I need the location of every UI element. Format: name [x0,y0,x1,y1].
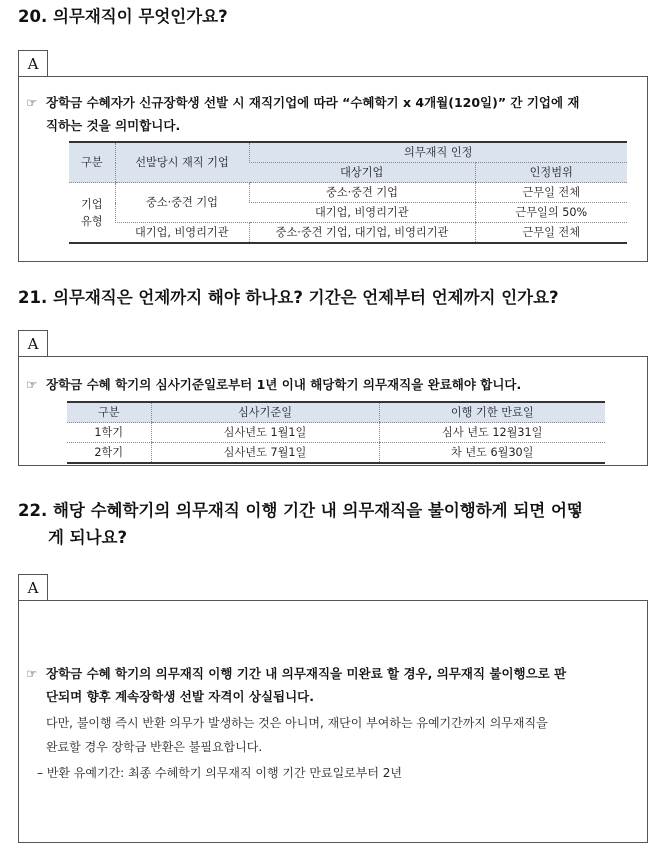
table-row: 1학기 심사년도 1월1일 심사 년도 12월31일 [67,423,605,443]
cell-r3-range: 근무일 전체 [475,223,627,244]
answer-21-text: ☞ 장학금 수혜 학기의 심사기준일로부터 1년 이내 해당학기 의무재직을 완료해야 합니다. [26,373,641,396]
cell-r1-target: 중소·중견 기업 [249,183,475,203]
row-label-company-type: 기업 유형 [69,183,115,244]
answer-20-text: ☞ 장학금 수혜자가 신규장학생 선발 시 재직기업에 따라 “수혜학기 x 4개월(120일)” 간 기업에 재 직하는 것을 의미합니다. [26,91,641,137]
cell-r3-target: 중소·중견 기업, 대기업, 비영리기관 [249,223,475,244]
answer-22-detail: 다만, 불이행 즉시 반환 의무가 발생하는 것은 아니며, 재단이 부여하는 유예기간까지 의무재직을 완료할 경우 장학금 반환은 불필요합니다. [46,716,548,754]
answer-tab-22: A [18,574,48,600]
cell-r2-target: 대기업, 비영리기관 [249,203,475,223]
answer-box-22 [18,600,648,843]
th-select-company: 선발당시 재직 기업 [115,142,249,183]
answer-22-note: – 반환 유예기간: 최종 수혜학기 의무재직 이행 기간 만료일로부터 2년 [37,766,402,780]
th-target-company: 대상기업 [249,163,475,183]
question-20-title: 20. 의무재직이 무엇인가요? [18,7,228,26]
pointing-hand-icon: ☞ [26,95,38,110]
pointing-hand-icon: ☞ [26,666,38,681]
answer-tab-20: A [18,50,48,76]
th-recognition: 의무재직 인정 [249,142,627,163]
question-21-title: 21. 의무재직은 언제까지 해야 하나요? 기간은 언제부터 언제까지 인가요? [18,288,559,307]
th-gubun: 구분 [69,142,115,183]
table-row: 2학기 심사년도 7월1일 차 년도 6월30일 [67,443,605,464]
answer-tab-21: A [18,330,48,356]
th-gubun: 구분 [67,402,151,423]
cell-r1-select: 중소·중견 기업 [115,183,249,223]
question-22-title: 22. 해당 수혜학기의 의무재직 이행 기간 내 의무재직을 불이행하게 되면 어떻 게 되나요? [18,501,583,547]
deadline-table [67,401,605,464]
cell-r1-range: 근무일 전체 [475,183,627,203]
cell-r2-range: 근무일의 50% [475,203,627,223]
answer-22-text: ☞ 장학금 수혜 학기의 의무재직 이행 기간 내 의무재직을 미완료 할 경우, 의무재직 불이행으로 판 단되며 향후 계속장학생 선발 자격이 상실됩니다. [26,662,641,708]
pointing-hand-icon: ☞ [26,377,38,392]
duty-recognition-table [69,141,627,244]
answer-box-20 [18,76,648,262]
answer-box-21 [18,356,648,466]
th-recognition-range: 인정범위 [475,163,627,183]
cell-r3-select: 대기업, 비영리기관 [115,223,249,244]
th-base-date: 심사기준일 [151,402,379,423]
th-deadline: 이행 기한 만료일 [379,402,605,423]
